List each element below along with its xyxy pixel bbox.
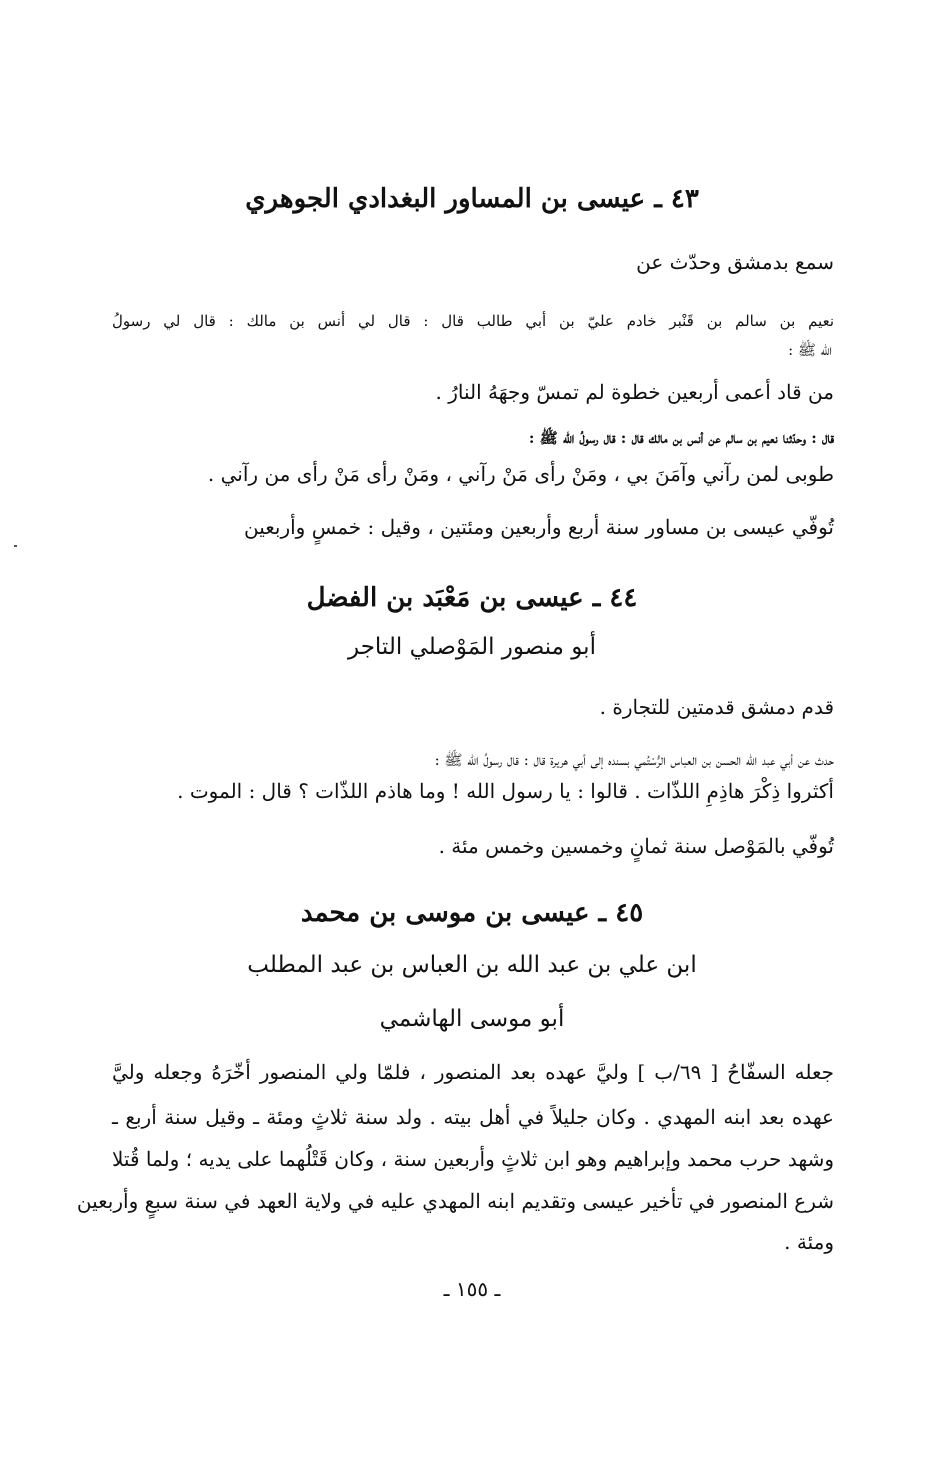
entry-43-line: قال : وحدّثنا نعيم بن سالم عن أنس بن مالك قال : قال رسولُ الله ﷺ : — [528, 429, 834, 447]
page-number: ـ ١٥٥ ـ — [443, 1277, 501, 1301]
entry-43-line: سمع بدمشق وحدّث عن — [636, 250, 834, 274]
entry-44-line: قدم دمشق قدمتين للتجارة . — [599, 695, 834, 719]
entry-43-line: نعيم بن سالم بن قَنْبر خادم عليّ بن أبي طالب قال : قال لي أنس بن مالك : قال لي رسولُ — [112, 312, 834, 330]
entry-44-line: حدث عن أبي عبد الله الحسن بن العباس الرُّسْتُمي بسنده إلى أبي هريرة قال : قال رسولُ الله ﷺ : — [434, 751, 834, 769]
entry-43-line: الله ﷺ : — [788, 341, 832, 359]
entry-45-line: عهده بعد ابنه المهدي . وكان جليلاً في أهل بيته . ولد سنة ثلاثٍ ومئة ـ وقيل سنة أربع ـ — [112, 1105, 834, 1129]
entry-44-heading: ٤٤ ـ عيسى بن مَعْبَد بن الفضل — [306, 583, 638, 613]
entry-43-heading: ٤٣ ـ عيسى بن المساور البغدادي الجوهري — [245, 184, 699, 214]
entry-45-subtitle-1: ابن علي بن عبد الله بن العباس بن عبد المطلب — [247, 952, 697, 978]
entry-45-heading: ٤٥ ـ عيسى بن موسى بن محمد — [300, 898, 644, 928]
entry-44-subtitle: أبو منصور المَوْصلي التاجر — [348, 634, 596, 660]
entry-43-line: من قاد أعمى أربعين خطوة لم تمسّ وجهَهُ النارُ . — [435, 380, 834, 404]
entry-45-line: ومئة . — [784, 1230, 834, 1254]
entry-43-line: طوبى لمن رآني وآمَنَ بي ، ومَنْ رأى مَنْ رآني ، ومَنْ رأى مَنْ رأى من رآني . — [207, 462, 834, 486]
entry-45-line: وشهد حرب محمد وإبراهيم وهو ابن ثلاثٍ وأربعين سنة ، وكان قَتْلُهما على يديه ؛ ولما قُتلا — [112, 1147, 834, 1171]
entry-45-line: جعله السفّاحُ [ ٦٩/ب ] وليَّ عهده بعد المنصور ، فلمّا ولي المنصور أخّرَهُ وجعله وليَّ — [112, 1060, 835, 1084]
entry-44-line: أكثروا ذِكْرَ هاذِمِ اللذّات . قالوا : يا رسول الله ! وما هاذم اللذّات ؟ قال : الموت . — [177, 779, 834, 803]
entry-43-line: تُوفّي عيسى بن مساور سنة أربع وأربعين ومئتين ، وقيل : خمسٍ وأربعين — [243, 515, 834, 539]
scan-speck — [14, 545, 17, 547]
entry-44-line: تُوفّي بالمَوْصل سنة ثمانٍ وخمسين وخمس مئة . — [438, 834, 834, 858]
entry-45-subtitle-2: أبو موسى الهاشمي — [379, 1006, 565, 1032]
entry-45-line: شرع المنصور في تأخير عيسى وتقديم ابنه المهدي عليه في ولاية العهد في سنة سبعٍ وأربعين — [76, 1189, 834, 1213]
